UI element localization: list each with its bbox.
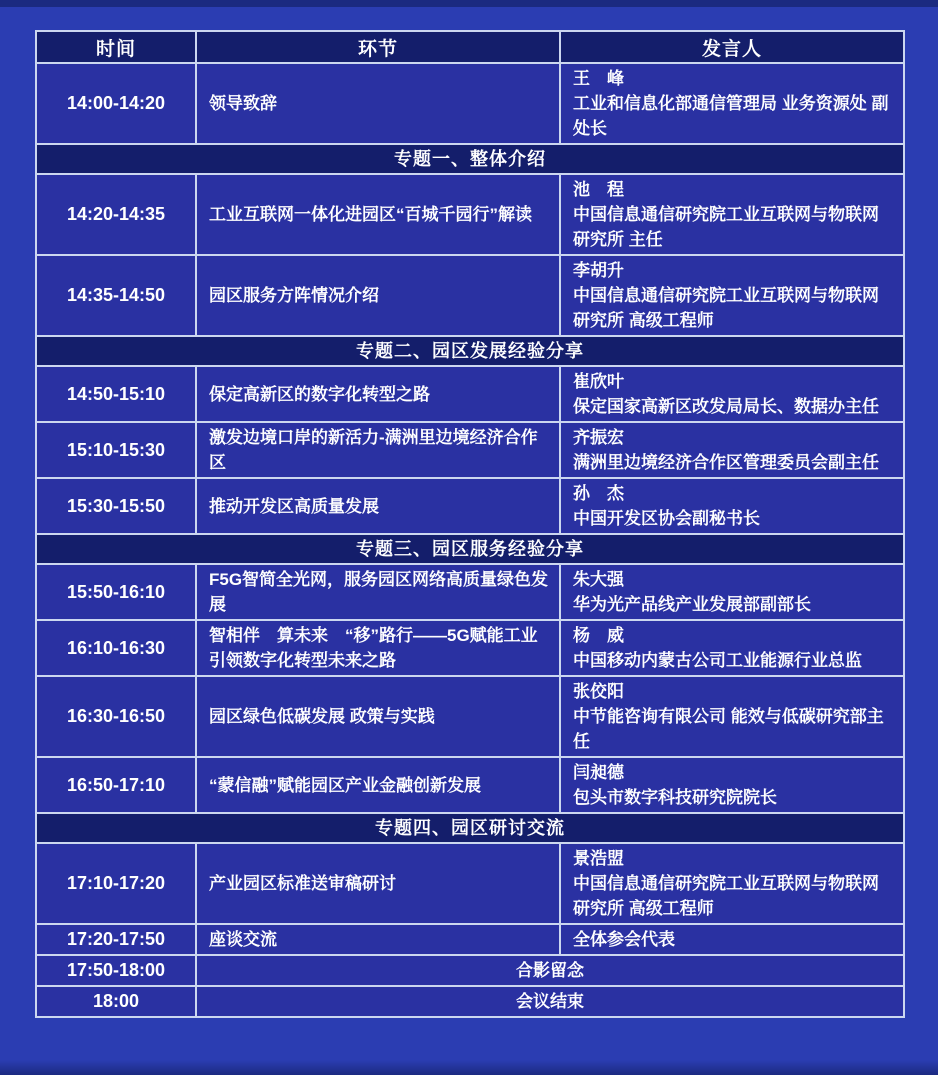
session-row (36, 366, 904, 422)
section-header-label: 专题一、整体介绍 (36, 144, 904, 174)
session-topic-cell: 推动开发区高质量发展 (196, 478, 560, 534)
merged-row (36, 986, 904, 1017)
merged-activity-cell: 会议结束 (196, 986, 904, 1017)
time-cell: 17:50-18:00 (36, 955, 196, 986)
time-cell: 14:35-14:50 (36, 255, 196, 336)
section-header-row (36, 534, 904, 564)
session-row (36, 620, 904, 676)
speaker-cell (560, 255, 904, 336)
speaker-cell (560, 757, 904, 813)
section-header-row (36, 144, 904, 174)
header-row (36, 31, 904, 63)
time-cell: 16:50-17:10 (36, 757, 196, 813)
speaker-name: 全体参会代表 (573, 930, 675, 949)
speaker-name: 王 峰 (573, 69, 624, 88)
speaker-title: 满洲里边境经济合作区管理委员会副主任 (573, 453, 879, 472)
section-header-row (36, 813, 904, 843)
session-row (36, 478, 904, 534)
column-header-speaker: 发言人 (560, 31, 904, 63)
session-topic-cell: 保定高新区的数字化转型之路 (196, 366, 560, 422)
section-header-row (36, 336, 904, 366)
session-row (36, 564, 904, 620)
speaker-name: 崔欣叶 (573, 372, 624, 391)
speaker-name: 李胡升 (573, 261, 624, 280)
speaker-title: 华为光产品线产业发展部副部长 (573, 595, 811, 614)
speaker-cell (560, 478, 904, 534)
speaker-title: 中国信息通信研究院工业互联网与物联网研究所 高级工程师 (573, 874, 879, 918)
speaker-cell (560, 924, 904, 955)
section-header-label: 专题三、园区服务经验分享 (36, 534, 904, 564)
session-topic-cell: 园区服务方阵情况介绍 (196, 255, 560, 336)
time-cell: 16:10-16:30 (36, 620, 196, 676)
session-row (36, 63, 904, 144)
session-topic-cell: F5G智简全光网，服务园区网络高质量绿色发展 (196, 564, 560, 620)
speaker-title: 工业和信息化部通信管理局 业务资源处 副处长 (573, 94, 889, 138)
section-header-label: 专题四、园区研讨交流 (36, 813, 904, 843)
speaker-cell (560, 366, 904, 422)
speaker-cell (560, 676, 904, 757)
session-topic-cell: 工业互联网一体化进园区“百城千园行”解读 (196, 174, 560, 255)
speaker-name: 朱大强 (573, 570, 624, 589)
speaker-name: 闫昶德 (573, 763, 624, 782)
time-cell: 14:00-14:20 (36, 63, 196, 144)
session-row (36, 422, 904, 478)
merged-activity-cell: 合影留念 (196, 955, 904, 986)
section-header-label: 专题二、园区发展经验分享 (36, 336, 904, 366)
session-topic-cell: 激发边境口岸的新活力-满洲里边境经济合作区 (196, 422, 560, 478)
speaker-name: 张佼阳 (573, 682, 624, 701)
session-topic-cell: 智相伴 算未来 “移”路行——5G赋能工业引领数字化转型未来之路 (196, 620, 560, 676)
time-cell: 16:30-16:50 (36, 676, 196, 757)
time-cell: 14:20-14:35 (36, 174, 196, 255)
speaker-cell (560, 174, 904, 255)
column-header-session: 环节 (196, 31, 560, 63)
time-cell: 17:10-17:20 (36, 843, 196, 924)
speaker-cell (560, 620, 904, 676)
agenda-table (35, 30, 905, 1018)
session-row (36, 174, 904, 255)
speaker-name: 孙 杰 (573, 484, 624, 503)
speaker-title: 中国开发区协会副秘书长 (573, 509, 760, 528)
speaker-name: 杨 威 (573, 626, 624, 645)
session-row (36, 255, 904, 336)
time-cell: 15:30-15:50 (36, 478, 196, 534)
speaker-title: 中国信息通信研究院工业互联网与物联网研究所 高级工程师 (573, 286, 879, 330)
column-header-time: 时间 (36, 31, 196, 63)
session-topic-cell: 座谈交流 (196, 924, 560, 955)
session-row (36, 843, 904, 924)
speaker-title: 中节能咨询有限公司 能效与低碳研究部主任 (573, 707, 884, 751)
speaker-cell (560, 63, 904, 144)
session-row (36, 757, 904, 813)
speaker-title: 保定国家高新区改发局局长、数据办主任 (573, 397, 879, 416)
time-cell: 18:00 (36, 986, 196, 1017)
speaker-name: 齐振宏 (573, 428, 624, 447)
time-cell: 15:50-16:10 (36, 564, 196, 620)
speaker-cell (560, 843, 904, 924)
speaker-cell (560, 564, 904, 620)
session-row (36, 924, 904, 955)
time-cell: 15:10-15:30 (36, 422, 196, 478)
speaker-title: 包头市数字科技研究院院长 (573, 788, 777, 807)
session-topic-cell: 园区绿色低碳发展 政策与实践 (196, 676, 560, 757)
session-topic-cell: 产业园区标准送审稿研讨 (196, 843, 560, 924)
speaker-name: 池 程 (573, 180, 624, 199)
time-cell: 14:50-15:10 (36, 366, 196, 422)
session-row (36, 676, 904, 757)
merged-row (36, 955, 904, 986)
speaker-name: 景浩盟 (573, 849, 624, 868)
speaker-title: 中国信息通信研究院工业互联网与物联网研究所 主任 (573, 205, 879, 249)
time-cell: 17:20-17:50 (36, 924, 196, 955)
speaker-cell (560, 422, 904, 478)
speaker-title: 中国移动内蒙古公司工业能源行业总监 (573, 651, 862, 670)
session-topic-cell: “蒙信融”赋能园区产业金融创新发展 (196, 757, 560, 813)
session-topic-cell: 领导致辞 (196, 63, 560, 144)
